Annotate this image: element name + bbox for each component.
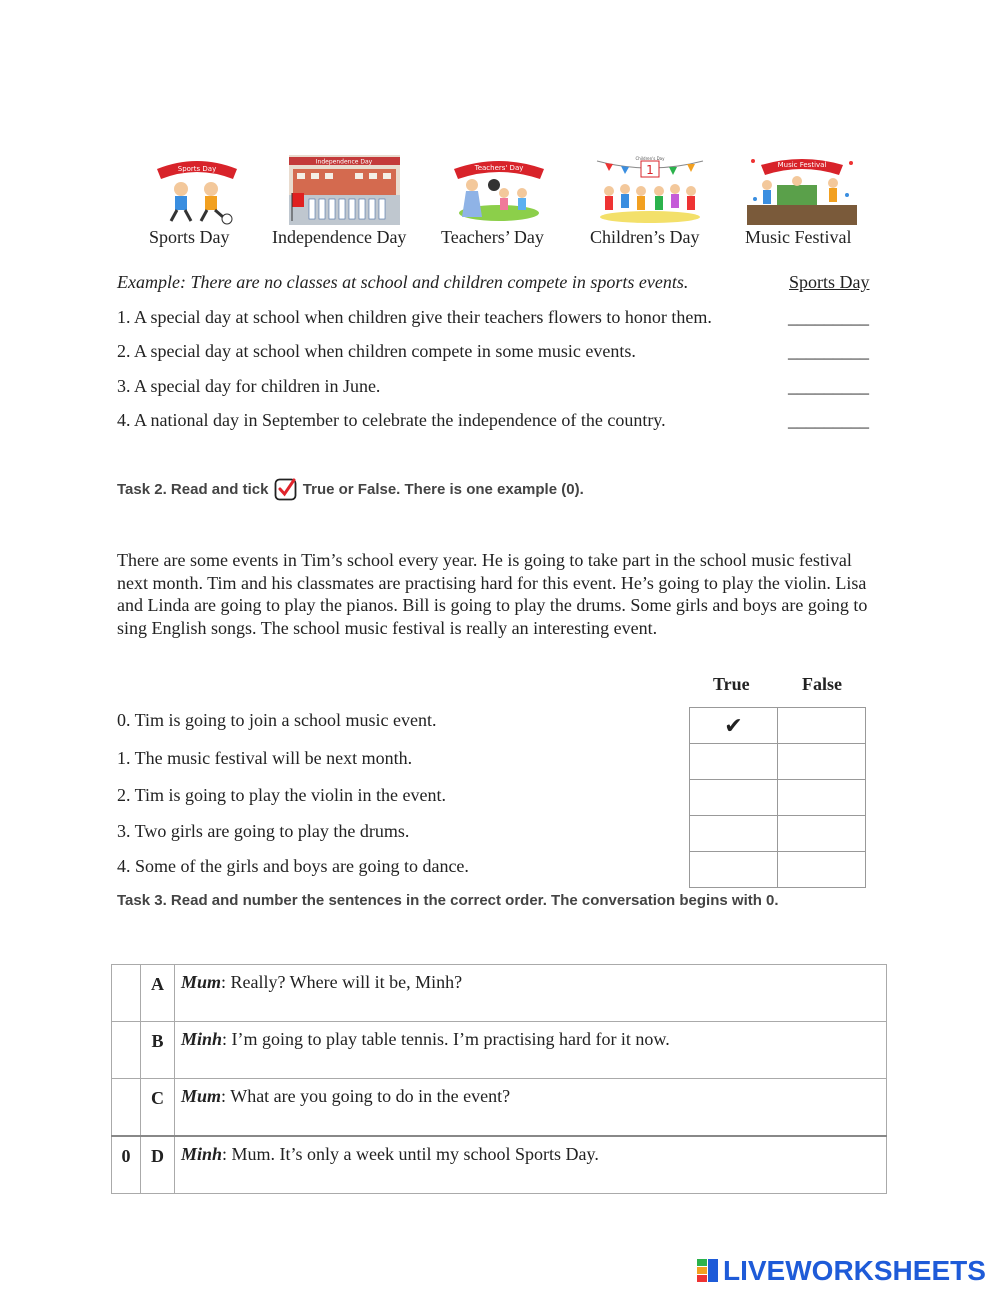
false-cell[interactable] [778, 816, 866, 852]
sports-day-picture [153, 155, 241, 225]
tf-question: 1. The music festival will be next month. [117, 748, 413, 768]
true-false-table [689, 707, 866, 888]
dialogue-text: : What are you going to do in the event? [221, 1086, 511, 1106]
letter-cell: C [141, 1079, 175, 1137]
speaker-name: Mum [181, 1086, 222, 1106]
task3-title: Task 3. Read and number the sentences in the correct order. The conversation begins with 0. [117, 892, 779, 909]
answer-blank[interactable]: _________ [788, 410, 869, 430]
table-row [690, 744, 866, 780]
teachers-day-picture [448, 155, 550, 225]
answer-blank[interactable]: _________ [788, 341, 869, 361]
example-sentence: Example: There are no classes at school and children compete in sports events. [117, 272, 689, 292]
dialogue-cell [175, 1022, 887, 1079]
tf-question: 0. Tim is going to join a school music event. [117, 710, 437, 730]
banner-text: Music Festival [777, 161, 827, 169]
independence-day-picture [289, 155, 400, 225]
true-column-header: True [713, 674, 750, 694]
conversation-table [111, 964, 887, 1194]
banner-text: Children's Day [635, 156, 665, 161]
tick-box-icon [274, 477, 298, 501]
tf-question: 4. Some of the girls and boys are going to dance. [117, 856, 469, 876]
table-row [690, 852, 866, 888]
dialogue-text: : Mum. It’s only a week until my school Sports Day. [222, 1144, 599, 1164]
banner-text: Teachers' Day [474, 164, 524, 172]
order-number-cell[interactable] [112, 1022, 141, 1079]
dialogue-text: : Really? Where will it be, Minh? [221, 972, 463, 992]
picture-label-sports-day: Sports Day [149, 227, 230, 247]
letter-cell: B [141, 1022, 175, 1079]
liveworksheets-logo-icon [697, 1257, 719, 1285]
false-cell[interactable] [778, 780, 866, 816]
logo-text: LIVEWORKSHEETS [723, 1255, 986, 1286]
music-festival-icon [747, 155, 857, 225]
table-row [690, 780, 866, 816]
tf-question: 2. Tim is going to play the violin in the event. [117, 785, 447, 805]
answer-blank[interactable]: _________ [788, 307, 869, 327]
task1-item: 2. A special day at school when children compete in some music events. [117, 341, 636, 361]
task2-title-after: True or False. There is one example (0). [302, 481, 584, 498]
dialogue-cell [175, 1079, 887, 1137]
teachers-day-icon [448, 155, 550, 225]
task2-title-before: Task 2. Read and tick [117, 481, 269, 498]
table-row [690, 708, 866, 744]
table-row [112, 1079, 887, 1137]
true-cell[interactable] [690, 816, 778, 852]
true-cell[interactable] [690, 852, 778, 888]
table-row [690, 816, 866, 852]
reading-passage: There are some events in Tim’s school every year. He is going to take part in the school music festival next month. Tim and his classmates are practising hard for this event. He’s going to play the violin. Lisa and Linda are going to play the pianos. Bill is going to play the drums. Some girls and boys are going to sing English songs. The school music festival is really an interesting event. [117, 550, 868, 638]
task1-item: 1. A special day at school when children give their teachers flowers to honor them. [117, 307, 712, 327]
true-cell[interactable] [690, 780, 778, 816]
order-number-cell[interactable] [112, 1079, 141, 1137]
false-cell[interactable] [778, 852, 866, 888]
table-row [112, 965, 887, 1022]
order-number-cell: 0 [112, 1136, 141, 1194]
letter-cell: A [141, 965, 175, 1022]
speaker-name: Minh [181, 1029, 223, 1049]
speaker-name: Mum [181, 972, 222, 992]
speaker-name: Minh [181, 1144, 223, 1164]
dialogue-text: : I’m going to play table tennis. I’m practising hard for it now. [222, 1029, 670, 1049]
order-number-cell[interactable] [112, 965, 141, 1022]
childrens-day-picture [595, 155, 705, 225]
task2-title [117, 477, 584, 501]
letter-cell: D [141, 1136, 175, 1194]
independence-day-icon [289, 155, 400, 225]
banner-text: Independence Day [315, 158, 373, 166]
table-row [112, 1022, 887, 1079]
table-row [112, 1136, 887, 1194]
dialogue-cell [175, 965, 887, 1022]
false-column-header: False [802, 674, 842, 694]
liveworksheets-logo[interactable] [697, 1255, 986, 1287]
task1-item: 3. A special day for children in June. [117, 376, 381, 396]
childrens-day-icon [595, 155, 705, 225]
picture-label-independence-day: Independence Day [272, 227, 407, 247]
banner-text: Sports Day [177, 165, 217, 173]
true-cell[interactable]: ✔ [690, 708, 778, 744]
picture-label-childrens-day: Children’s Day [590, 227, 700, 247]
false-cell[interactable] [778, 708, 866, 744]
sports-day-icon [153, 155, 241, 225]
example-answer: Sports Day [789, 272, 870, 292]
false-cell[interactable] [778, 744, 866, 780]
dialogue-cell [175, 1136, 887, 1194]
task1-item: 4. A national day in September to celebrate the independence of the country. [117, 410, 666, 430]
picture-label-teachers-day: Teachers’ Day [441, 227, 544, 247]
answer-blank[interactable]: _________ [788, 376, 869, 396]
true-cell[interactable] [690, 744, 778, 780]
picture-label-music-festival: Music Festival [745, 227, 852, 247]
svg-text:1: 1 [646, 163, 654, 177]
tf-question: 3. Two girls are going to play the drums. [117, 821, 410, 841]
music-festival-picture [747, 155, 857, 225]
